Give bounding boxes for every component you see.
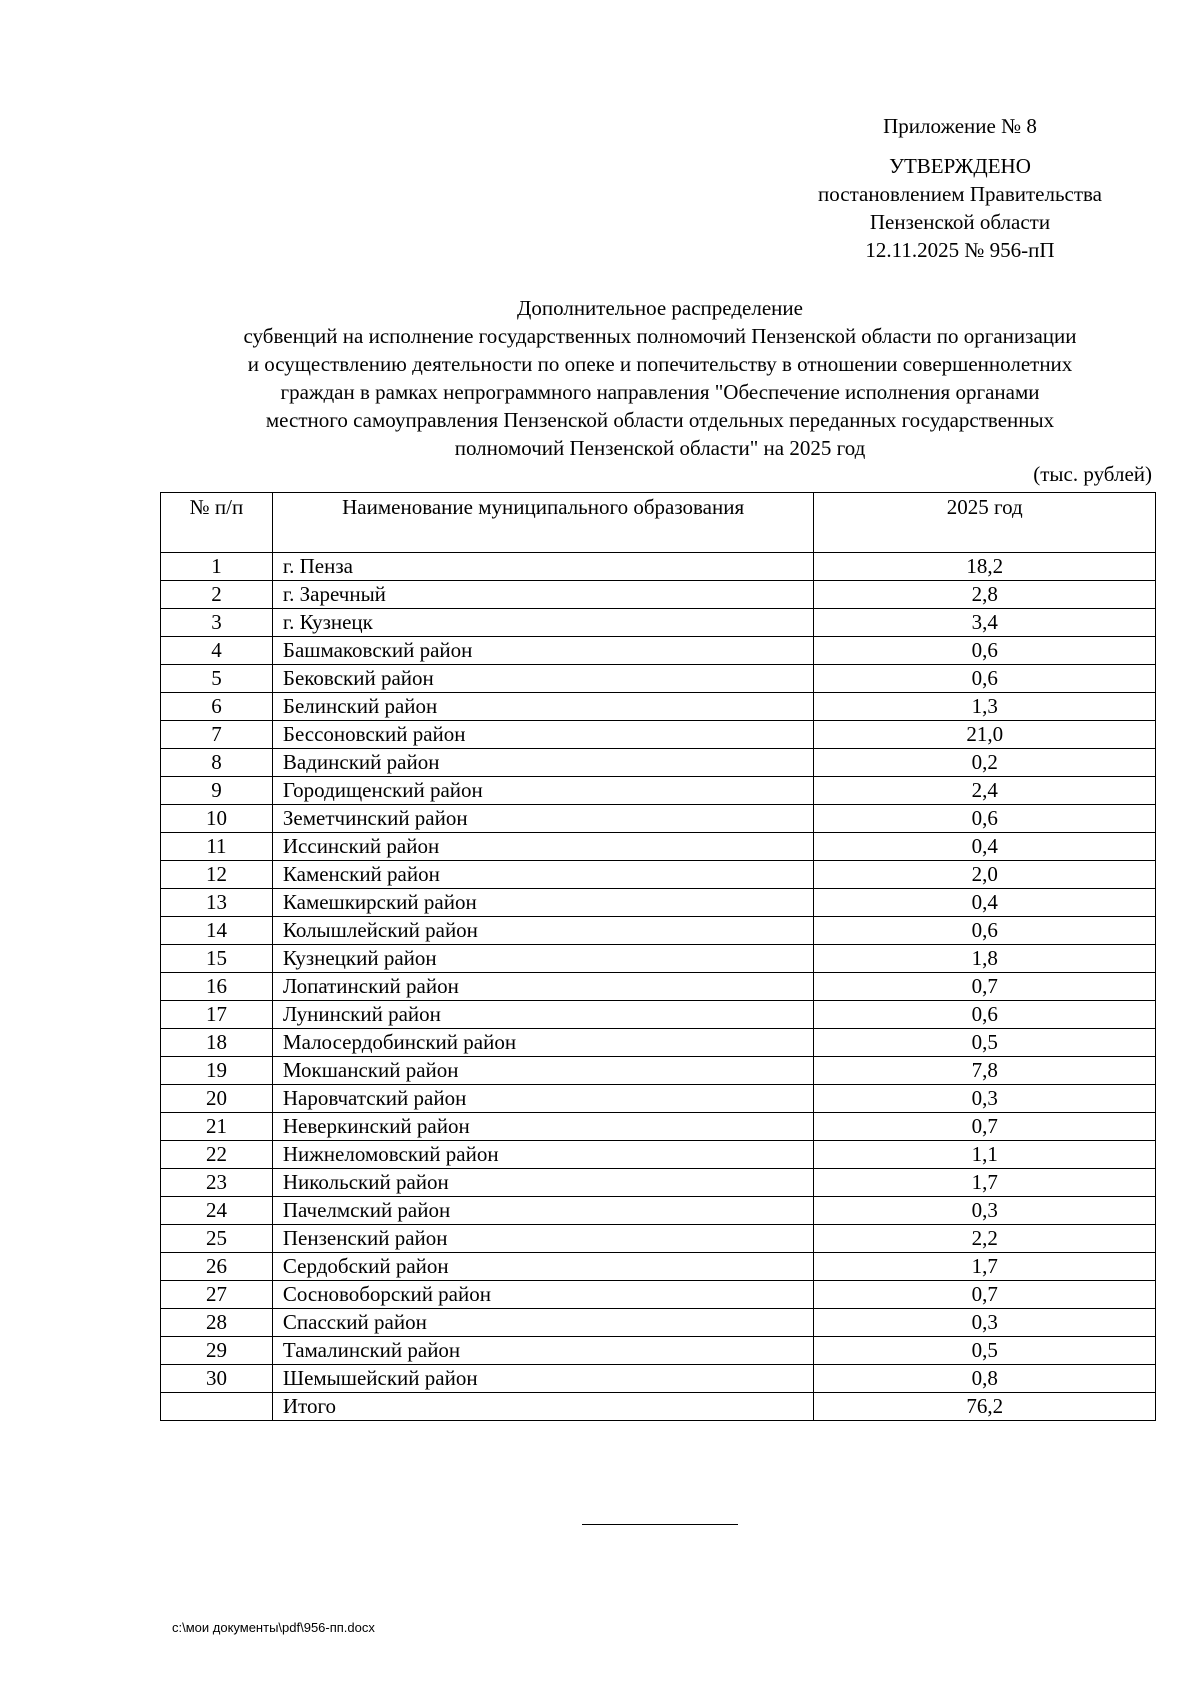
row-amount: 1,7 — [814, 1253, 1156, 1281]
table-row — [161, 581, 1156, 609]
row-amount: 0,3 — [814, 1085, 1156, 1113]
table-row — [161, 1309, 1156, 1337]
row-number: 30 — [161, 1365, 273, 1393]
row-municipality: Сосновоборский район — [272, 1281, 814, 1309]
table-row — [161, 1281, 1156, 1309]
row-number: 13 — [161, 889, 273, 917]
table-body — [161, 553, 1156, 1421]
table-header-row — [161, 493, 1156, 553]
row-number: 3 — [161, 609, 273, 637]
table-row — [161, 1169, 1156, 1197]
end-separator-line — [582, 1524, 738, 1525]
row-number: 8 — [161, 749, 273, 777]
row-number: 26 — [161, 1253, 273, 1281]
title-line-5: местного самоуправления Пензенской области отдельных переданных государственных — [265, 408, 1055, 432]
row-municipality: Белинский район — [272, 693, 814, 721]
row-municipality: Бековский район — [272, 665, 814, 693]
approval-line-3: 12.11.2025 № 956-пП — [865, 238, 1055, 262]
row-number: 22 — [161, 1141, 273, 1169]
row-municipality: г. Кузнецк — [272, 609, 814, 637]
table-row — [161, 693, 1156, 721]
header-municipality: Наименование муниципального образования — [272, 493, 814, 553]
row-number: 16 — [161, 973, 273, 1001]
row-amount: 0,2 — [814, 749, 1156, 777]
table-row — [161, 721, 1156, 749]
row-municipality: Наровчатский район — [272, 1085, 814, 1113]
row-municipality: Колышлейский район — [272, 917, 814, 945]
row-number: 7 — [161, 721, 273, 749]
row-number: 14 — [161, 917, 273, 945]
table-row — [161, 1001, 1156, 1029]
table-row — [161, 1225, 1156, 1253]
title-line-2: субвенций на исполнение государственных полномочий Пензенской области по организации — [243, 324, 1077, 348]
row-amount: 0,5 — [814, 1337, 1156, 1365]
approval-line-2: Пензенской области — [869, 210, 1051, 234]
row-amount: 3,4 — [814, 609, 1156, 637]
total-municipality: Итого — [272, 1393, 814, 1421]
row-municipality: Нижнеломовский район — [272, 1141, 814, 1169]
row-amount: 21,0 — [814, 721, 1156, 749]
document-title — [160, 294, 1160, 462]
row-number: 21 — [161, 1113, 273, 1141]
row-municipality: Лунинский район — [272, 1001, 814, 1029]
row-municipality: Каменский район — [272, 861, 814, 889]
row-amount: 2,4 — [814, 777, 1156, 805]
appendix-number: Приложение № 8 — [883, 114, 1037, 138]
row-amount: 7,8 — [814, 1057, 1156, 1085]
row-amount: 0,3 — [814, 1197, 1156, 1225]
header-year: 2025 год — [814, 493, 1156, 553]
row-number: 20 — [161, 1085, 273, 1113]
row-municipality: Мокшанский район — [272, 1057, 814, 1085]
row-municipality: Лопатинский район — [272, 973, 814, 1001]
table-row — [161, 777, 1156, 805]
header-number: № п/п — [161, 493, 273, 553]
row-amount: 0,7 — [814, 973, 1156, 1001]
row-municipality: Неверкинский район — [272, 1113, 814, 1141]
table-row — [161, 1197, 1156, 1225]
row-amount: 0,6 — [814, 917, 1156, 945]
row-amount: 0,4 — [814, 889, 1156, 917]
table-total-row — [161, 1393, 1156, 1421]
row-municipality: Башмаковский район — [272, 637, 814, 665]
row-number: 29 — [161, 1337, 273, 1365]
row-number: 23 — [161, 1169, 273, 1197]
total-amount: 76,2 — [814, 1393, 1156, 1421]
row-municipality: Пачелмский район — [272, 1197, 814, 1225]
total-number — [161, 1393, 273, 1421]
title-line-1: Дополнительное распределение — [517, 296, 803, 320]
row-municipality: г. Пенза — [272, 553, 814, 581]
row-amount: 1,8 — [814, 945, 1156, 973]
row-number: 2 — [161, 581, 273, 609]
row-number: 6 — [161, 693, 273, 721]
table-row — [161, 1365, 1156, 1393]
file-path-footer: c:\мои документы\pdf\956-пп.docx — [172, 1620, 375, 1635]
title-line-6: полномочий Пензенской области" на 2025 год — [454, 436, 866, 460]
row-number: 17 — [161, 1001, 273, 1029]
row-number: 11 — [161, 833, 273, 861]
table-row — [161, 1253, 1156, 1281]
approved-stamp: УТВЕРЖДЕНО — [889, 154, 1031, 178]
row-amount: 0,4 — [814, 833, 1156, 861]
row-number: 18 — [161, 1029, 273, 1057]
row-number: 5 — [161, 665, 273, 693]
row-municipality: Шемышейский район — [272, 1365, 814, 1393]
row-number: 19 — [161, 1057, 273, 1085]
row-number: 10 — [161, 805, 273, 833]
row-amount: 0,6 — [814, 637, 1156, 665]
row-amount: 0,7 — [814, 1281, 1156, 1309]
title-line-4: граждан в рамках непрограммного направления "Обеспечение исполнения органами — [280, 380, 1040, 404]
row-number: 27 — [161, 1281, 273, 1309]
table-row — [161, 833, 1156, 861]
row-municipality: Городищенский район — [272, 777, 814, 805]
distribution-table — [160, 492, 1156, 1421]
row-municipality: Пензенский район — [272, 1225, 814, 1253]
title-line-3: и осуществлению деятельности по опеке и попечительству в отношении совершеннолетних — [247, 352, 1073, 376]
row-number: 12 — [161, 861, 273, 889]
row-municipality: Камешкирский район — [272, 889, 814, 917]
row-amount: 2,2 — [814, 1225, 1156, 1253]
row-municipality: Сердобский район — [272, 1253, 814, 1281]
row-municipality: Кузнецкий район — [272, 945, 814, 973]
row-amount: 0,3 — [814, 1309, 1156, 1337]
row-number: 4 — [161, 637, 273, 665]
row-municipality: Вадинский район — [272, 749, 814, 777]
table-row — [161, 889, 1156, 917]
row-amount: 18,2 — [814, 553, 1156, 581]
row-municipality: Бессоновский район — [272, 721, 814, 749]
row-number: 28 — [161, 1309, 273, 1337]
row-number: 24 — [161, 1197, 273, 1225]
row-amount: 0,6 — [814, 665, 1156, 693]
table-row — [161, 805, 1156, 833]
table-row — [161, 917, 1156, 945]
table-row — [161, 1141, 1156, 1169]
row-number: 25 — [161, 1225, 273, 1253]
row-number: 1 — [161, 553, 273, 581]
table-row — [161, 1057, 1156, 1085]
table-row — [161, 861, 1156, 889]
row-amount: 1,7 — [814, 1169, 1156, 1197]
row-municipality: Земетчинский район — [272, 805, 814, 833]
row-amount: 0,8 — [814, 1365, 1156, 1393]
row-municipality: Малосердобинский район — [272, 1029, 814, 1057]
row-municipality: г. Заречный — [272, 581, 814, 609]
table-row — [161, 1029, 1156, 1057]
row-amount: 0,5 — [814, 1029, 1156, 1057]
row-number: 15 — [161, 945, 273, 973]
table-row — [161, 945, 1156, 973]
approval-block — [780, 112, 1140, 264]
table-row — [161, 1337, 1156, 1365]
row-amount: 2,0 — [814, 861, 1156, 889]
approval-line-1: постановлением Правительства — [817, 182, 1102, 206]
table-row — [161, 665, 1156, 693]
row-amount: 1,1 — [814, 1141, 1156, 1169]
table-row — [161, 1113, 1156, 1141]
table-row — [161, 973, 1156, 1001]
row-amount: 2,8 — [814, 581, 1156, 609]
row-amount: 0,7 — [814, 1113, 1156, 1141]
table-row — [161, 553, 1156, 581]
table-row — [161, 609, 1156, 637]
row-number: 9 — [161, 777, 273, 805]
table-row — [161, 637, 1156, 665]
units-label: (тыс. рублей) — [1033, 462, 1152, 486]
row-municipality: Иссинский район — [272, 833, 814, 861]
row-municipality: Спасский район — [272, 1309, 814, 1337]
row-amount: 1,3 — [814, 693, 1156, 721]
row-amount: 0,6 — [814, 805, 1156, 833]
row-amount: 0,6 — [814, 1001, 1156, 1029]
table-row — [161, 1085, 1156, 1113]
row-municipality: Никольский район — [272, 1169, 814, 1197]
row-municipality: Тамалинский район — [272, 1337, 814, 1365]
table-row — [161, 749, 1156, 777]
